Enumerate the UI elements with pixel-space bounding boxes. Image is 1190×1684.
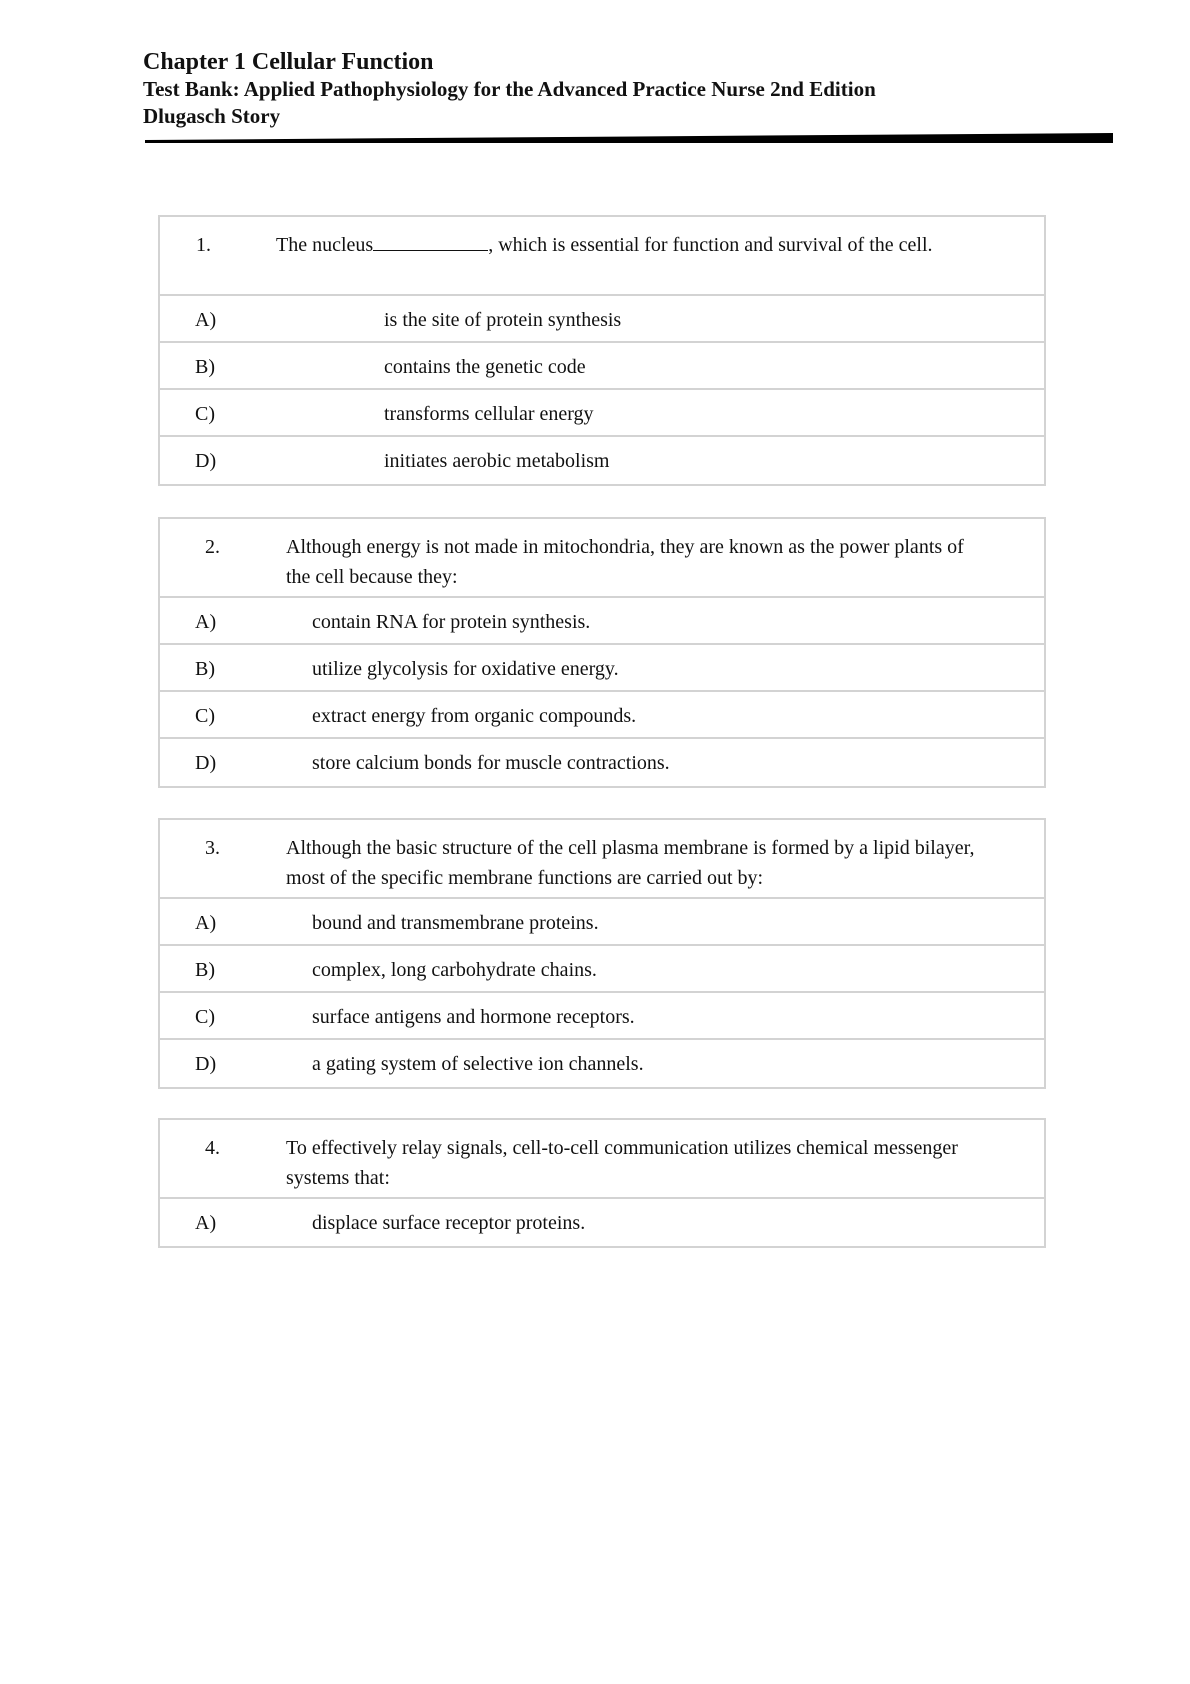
option-text: is the site of protein synthesis [384, 309, 622, 331]
author-line: Dlugasch Story [143, 104, 281, 128]
option-text: transforms cellular energy [384, 403, 594, 425]
option-letter: B) [195, 658, 215, 680]
option-text: complex, long carbohydrate chains. [312, 959, 597, 981]
option-letter: D) [195, 1053, 217, 1075]
option-letter: A) [195, 309, 217, 331]
answer-option-a[interactable] [160, 296, 1044, 343]
option-text: initiates aerobic metabolism [384, 450, 610, 472]
header-divider [145, 133, 1113, 143]
question-number: 1. [196, 234, 211, 256]
answer-option-d[interactable] [160, 437, 1044, 484]
option-text: a gating system of selective ion channels. [312, 1053, 644, 1075]
option-text: displace surface receptor proteins. [312, 1212, 586, 1234]
question-stem: To effectively relay signals, cell-to-cell communication utilizes chemical messenger systems that: [286, 1137, 958, 1189]
question-stem-row [160, 1120, 1044, 1199]
option-letter: C) [195, 403, 215, 425]
chapter-title: Chapter 1 Cellular Function [143, 49, 434, 75]
answer-option-b[interactable] [160, 946, 1044, 993]
question-stem: Although the basic structure of the cell plasma membrane is formed by a lipid bilayer, most of the specific membrane functions are carried out by: [286, 837, 975, 889]
answer-option-a[interactable] [160, 899, 1044, 946]
option-text: bound and transmembrane proteins. [312, 912, 599, 934]
option-letter: B) [195, 356, 215, 378]
answer-option-c[interactable] [160, 390, 1044, 437]
option-text: contain RNA for protein synthesis. [312, 611, 591, 633]
answer-option-c[interactable] [160, 692, 1044, 739]
option-text: contains the genetic code [384, 356, 586, 378]
question-3 [158, 818, 1046, 1089]
option-letter: A) [195, 912, 217, 934]
option-letter: D) [195, 450, 217, 472]
option-letter: C) [195, 705, 215, 727]
option-text: surface antigens and hormone receptors. [312, 1006, 635, 1028]
answer-option-b[interactable] [160, 645, 1044, 692]
answer-option-a[interactable] [160, 1199, 1044, 1246]
question-stem-row [160, 519, 1044, 598]
question-number: 3. [205, 837, 220, 859]
question-stem-row [160, 217, 1044, 296]
document-header [143, 48, 1113, 130]
option-text: utilize glycolysis for oxidative energy. [312, 658, 619, 680]
answer-blank [373, 232, 488, 251]
question-stem-row [160, 820, 1044, 899]
option-letter: D) [195, 752, 217, 774]
question-4 [158, 1118, 1046, 1248]
option-text: extract energy from organic compounds. [312, 705, 637, 727]
option-letter: A) [195, 1212, 217, 1234]
question-number: 4. [205, 1137, 220, 1159]
answer-option-b[interactable] [160, 343, 1044, 390]
option-text: store calcium bonds for muscle contractions. [312, 752, 670, 774]
option-letter: C) [195, 1006, 215, 1028]
testbank-title: Test Bank: Applied Pathophysiology for the Advanced Practice Nurse 2nd Edition [143, 77, 876, 101]
question-2 [158, 517, 1046, 788]
question-1 [158, 215, 1046, 486]
answer-option-c[interactable] [160, 993, 1044, 1040]
question-stem: The nucleus , which is essential for function and survival of the cell. [276, 234, 933, 256]
option-letter: B) [195, 959, 215, 981]
answer-option-d[interactable] [160, 1040, 1044, 1087]
question-stem: Although energy is not made in mitochondria, they are known as the power plants of the cell because they: [286, 536, 964, 588]
answer-option-a[interactable] [160, 598, 1044, 645]
question-number: 2. [205, 536, 220, 558]
answer-option-d[interactable] [160, 739, 1044, 786]
option-letter: A) [195, 611, 217, 633]
